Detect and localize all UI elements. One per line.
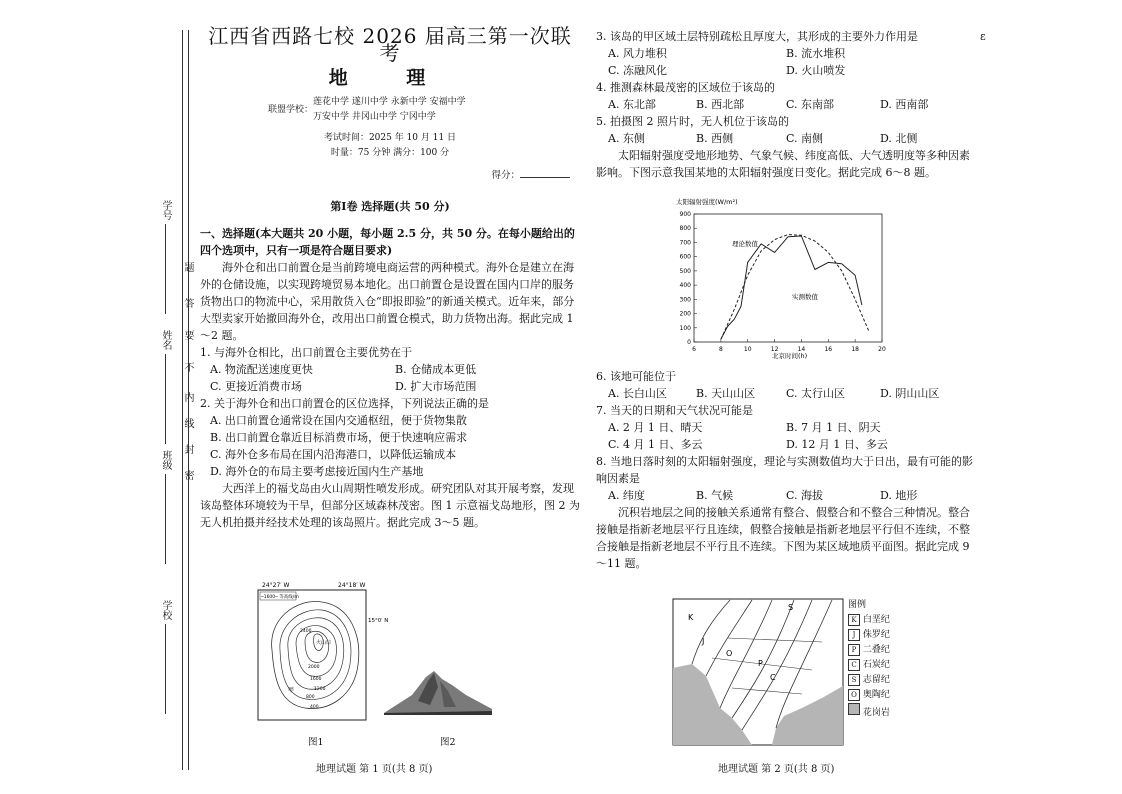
y-tick-label: 400 xyxy=(679,282,691,290)
passage-4: 沉积岩地层之间的接触关系通常有整合、假整合和不整合三种情况。整合接触是指新老地层平行且连续，假整合接触是指新老地层平行但不连续，不整合接触是指新老地层不平行且不连续。下图为某区域地质平面图。据此完成 9～11 题。 xyxy=(596,506,970,570)
passage-2: 大西洋上的福戈岛由火山周期性喷发形成。研究团队对其开展考察，发现该岛整体环境较为干旱，但部分区域森林茂密。图 1 示意福戈岛地形，图 2 为无人机拍摄并经技术处理的该岛照片。据此完成 3～5 题。 xyxy=(200,482,580,529)
option[interactable]: D. 火山喷发 xyxy=(786,64,846,77)
option[interactable]: A. 东北部 xyxy=(608,98,656,111)
q1-options xyxy=(200,361,580,395)
stratum-o: O xyxy=(726,649,733,658)
option[interactable]: A. 2 月 1 日、晴天 xyxy=(608,421,703,434)
option[interactable]: A. 出口前置仓通常设在国内交通枢纽，便于货物集散 xyxy=(210,414,467,427)
lon-label: 24°27′ W xyxy=(262,582,290,589)
corner-mark: ε xyxy=(980,30,986,43)
q8-options xyxy=(596,487,976,504)
student-id-field[interactable]: 学号 xyxy=(158,200,173,314)
figure-1-caption: 图1 xyxy=(308,737,324,748)
option[interactable]: C. 冻融风化 xyxy=(608,64,668,77)
series-label-measured: 实测数值 xyxy=(792,293,818,301)
option[interactable]: B. 西侧 xyxy=(696,132,734,145)
option[interactable]: D. 北侧 xyxy=(880,132,918,145)
exam-title: 江西省西路七校 2026 届高三第一次联考 xyxy=(208,24,572,65)
question-4: 4. 推测森林最茂密的区域位于该岛的 xyxy=(596,81,775,94)
geological-map xyxy=(672,598,844,746)
option[interactable]: B. 天山山区 xyxy=(696,387,756,400)
figure-2-island-photo xyxy=(382,665,494,717)
y-tick-label: 200 xyxy=(679,310,691,318)
y-tick-label: 300 xyxy=(679,296,691,304)
seal-char: 密 xyxy=(182,470,193,482)
option[interactable]: C. 4 月 1 日、多云 xyxy=(608,438,703,451)
option[interactable]: D. 扩大市场范围 xyxy=(395,380,477,393)
legend-item: K 白垩纪 xyxy=(848,613,890,628)
question-3: 3. 该岛的甲区域土层特别疏松且厚度大，其形成的主要外力作用是 xyxy=(596,30,918,43)
chart-xlabel: 北京时间(h) xyxy=(772,352,808,360)
contour-value: 400 xyxy=(310,705,319,710)
contour-value: 2400 xyxy=(300,629,312,634)
option[interactable]: A. 物流配送速度更快 xyxy=(210,363,313,376)
option[interactable]: D. 12 月 1 日、多云 xyxy=(786,438,888,451)
figure-1-topo-map xyxy=(250,580,389,730)
question-7: 7. 当天的日期和天气状况可能是 xyxy=(596,404,753,417)
x-tick-label: 18 xyxy=(851,346,859,353)
school-field[interactable]: 学校 xyxy=(158,600,173,714)
q5-options xyxy=(596,130,976,147)
option[interactable]: C. 更接近消费市场 xyxy=(210,380,303,393)
option[interactable]: C. 海外仓多布局在国内沿海港口，以降低运输成本 xyxy=(210,448,457,461)
option[interactable]: D. 西南部 xyxy=(880,98,929,111)
series-theoretical-line xyxy=(721,235,869,340)
option[interactable]: C. 海拔 xyxy=(786,489,824,502)
x-tick-label: 16 xyxy=(824,346,833,353)
contour-value: 800 xyxy=(306,695,315,700)
binding-margin xyxy=(0,0,200,794)
crater-label: 火山口 xyxy=(316,640,332,646)
x-tick-label: 8 xyxy=(718,346,723,353)
passage-1: 海外仓和出口前置仓是当前跨境电商运营的两种模式。海外仓是建立在海外的仓储设施，以实现跨境贸易本地化。出口前置仓是设置在国内口岸的服务货物出口的物流中心，采用散货入仓“即报即验”的新通关模式。近年来，部分大型卖家开始撤回海外仓，改用出口前置仓模式，助力货物出海。据此完成 1～2 题。 xyxy=(200,261,575,342)
legend-item: J 侏罗纪 xyxy=(848,628,890,643)
legend-item: P 二叠纪 xyxy=(848,643,890,658)
granite-swatch xyxy=(848,703,860,715)
geo-legend xyxy=(848,598,890,721)
page-footer-2: 地理试题 第 2 页(共 8 页) xyxy=(718,764,835,775)
option[interactable]: C. 东南部 xyxy=(786,98,835,111)
passage-3: 太阳辐射强度受地形地势、气象气候、纬度高低、大气透明度等多种因素影响。下图示意我国某地的太阳辐射强度日变化。据此完成 6～8 题。 xyxy=(596,149,970,179)
x-tick-label: 6 xyxy=(692,346,696,353)
class-field[interactable]: 班级 xyxy=(158,450,173,564)
chart-ylabel: 太阳辐射强度(W/m²) xyxy=(676,198,738,206)
y-tick-label: 0 xyxy=(687,339,691,346)
seal-char: 答 xyxy=(182,298,193,310)
option[interactable]: A. 风力堆积 xyxy=(608,47,667,60)
option[interactable]: A. 东侧 xyxy=(608,132,645,145)
area-jia-label: 甲 xyxy=(288,687,295,694)
question-8: 8. 当地日落时刻的太阳辐射强度，理论与实测数值均大于日出，最有可能的影响因素是 xyxy=(596,455,973,485)
legend-item: C 石炭纪 xyxy=(848,658,890,673)
legend-item: S 志留纪 xyxy=(848,673,890,688)
y-tick-label: 900 xyxy=(679,211,691,218)
question-2: 2. 关于海外仓和出口前置仓的区位选择，下列说法正确的是 xyxy=(200,397,489,410)
alliance-schools xyxy=(268,95,580,125)
option[interactable]: B. 流水堆积 xyxy=(786,47,846,60)
lat-label: 15°0′ N xyxy=(368,618,389,624)
page-2 xyxy=(596,28,976,181)
page-footer-1: 地理试题 第 1 页(共 8 页) xyxy=(316,764,433,775)
option[interactable]: C. 太行山区 xyxy=(786,387,846,400)
stratum-s: S xyxy=(788,603,794,612)
y-tick-label: 100 xyxy=(679,324,691,332)
q6-options xyxy=(596,385,976,402)
y-tick-label: 600 xyxy=(679,253,691,261)
y-tick-label: 700 xyxy=(679,239,691,247)
legend-title: 图例 xyxy=(848,600,867,610)
x-tick-label: 12 xyxy=(770,346,779,353)
seal-char: 内 xyxy=(182,392,193,404)
contour-value: 1200 xyxy=(314,687,326,692)
alliance-label: 联盟学校： xyxy=(268,105,314,115)
option[interactable]: D. 地形 xyxy=(880,489,918,502)
page-2-lower xyxy=(596,368,976,572)
option[interactable]: A. 纬度 xyxy=(608,489,645,502)
duration: 时量：75 分钟 满分：100 分 xyxy=(330,148,450,158)
option[interactable]: B. 出口前置仓靠近目标消费市场，便于快速响应需求 xyxy=(210,431,468,444)
stratum-c: C xyxy=(770,673,776,682)
solar-radiation-chart xyxy=(672,196,892,366)
series-label-theoretical: 理论数值 xyxy=(732,240,758,248)
option[interactable]: D. 阴山山区 xyxy=(880,387,940,400)
x-tick-label: 10 xyxy=(743,346,752,353)
q4-options xyxy=(596,96,976,113)
x-tick-label: 14 xyxy=(797,346,806,353)
schools-row: 万安中学 井冈山中学 宁冈中学 xyxy=(313,112,436,122)
name-field[interactable]: 姓名 xyxy=(158,330,173,444)
schools-row: 莲花中学 遂川中学 永新中学 安福中学 xyxy=(313,97,466,107)
subject-title: 地 理 xyxy=(328,67,452,89)
option[interactable]: B. 气候 xyxy=(696,489,734,502)
score-field[interactable]: 得分： xyxy=(200,167,580,184)
seal-char: 要 xyxy=(182,330,193,342)
series-measured-line xyxy=(721,236,862,339)
figure-2-caption: 图2 xyxy=(440,737,456,748)
q3-options xyxy=(596,45,976,79)
stratum-k: K xyxy=(688,613,694,622)
seal-char: 不 xyxy=(182,362,193,374)
page-1 xyxy=(200,24,580,531)
option[interactable]: C. 南侧 xyxy=(786,132,824,145)
option[interactable]: D. 海外仓的布局主要考虑接近国内生产基地 xyxy=(210,465,424,478)
contour-legend: ─1600─ 等高线/m xyxy=(261,595,299,600)
seal-char: 封 xyxy=(182,444,193,456)
option[interactable]: B. 7 月 1 日、阴天 xyxy=(786,421,881,434)
chart-frame xyxy=(694,214,882,342)
q2-options xyxy=(200,412,580,480)
stratum-p: P xyxy=(758,659,763,668)
q7-options xyxy=(596,419,976,453)
option[interactable]: B. 仓储成本更低 xyxy=(395,363,477,376)
question-5: 5. 拍摄图 2 照片时，无人机位于该岛的 xyxy=(596,115,789,128)
question-1: 1. 与海外仓相比，出口前置仓主要优势在于 xyxy=(200,346,412,359)
contour-value: 1600 xyxy=(310,677,322,682)
y-tick-label: 800 xyxy=(679,225,691,233)
lon-label: 24°18′ W xyxy=(338,582,366,589)
exam-time: 考试时间：2025 年 10 月 11 日 xyxy=(323,133,457,143)
option[interactable]: B. 西北部 xyxy=(696,98,745,111)
seal-char: 线 xyxy=(182,418,193,430)
legend-item: O 奥陶纪 xyxy=(848,688,890,703)
x-tick-label: 20 xyxy=(878,346,886,353)
school-list xyxy=(313,95,466,125)
y-tick-label: 500 xyxy=(679,267,691,275)
section-heading: 一、选择题(本大题共 20 小题，每小题 2.5 分，共 50 分。在每小题给出的四个选项中，只有一项是符合题目要求) xyxy=(200,227,575,257)
option[interactable]: A. 长白山区 xyxy=(608,387,667,400)
seal-char: 题 xyxy=(182,262,193,274)
contour-value: 2000 xyxy=(308,665,320,670)
legend-item: 花岗岩 xyxy=(848,703,890,721)
volume-title: 第Ⅰ卷 选择题(共 50 分) xyxy=(330,200,450,213)
stratum-j: J xyxy=(702,637,705,646)
question-6: 6. 该地可能位于 xyxy=(596,370,676,383)
